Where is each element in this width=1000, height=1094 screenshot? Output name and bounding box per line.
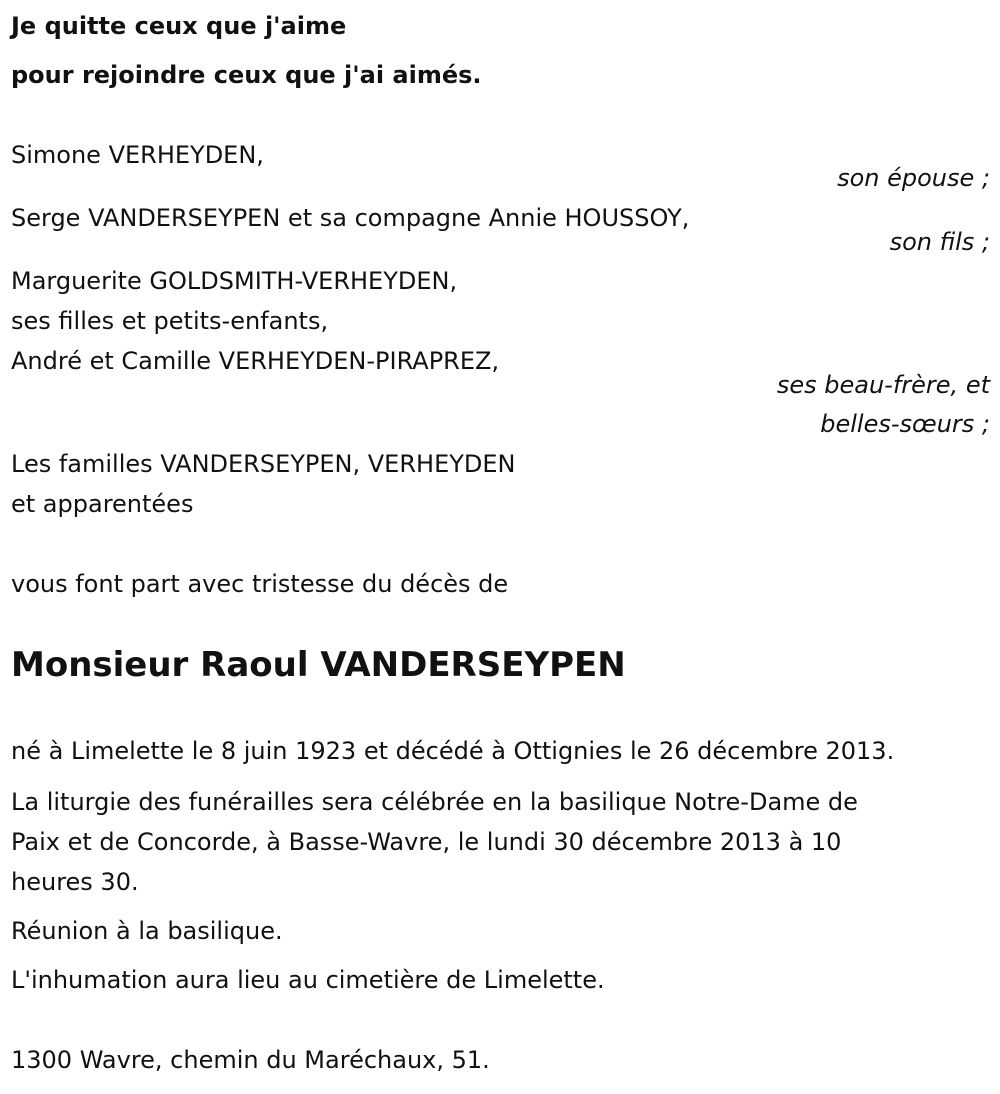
sibling-relation-line-1: ses beau-frère, et <box>776 371 990 399</box>
families-line-2: et apparentées <box>11 490 194 518</box>
sibling-line-1: Marguerite GOLDSMITH-VERHEYDEN, <box>11 267 458 295</box>
liturgy-line-2: Paix et de Concorde, à Basse-Wavre, le lundi 30 décembre 2013 à 10 <box>11 828 842 856</box>
burial-text: L'inhumation aura lieu au cimetière de Limelette. <box>11 966 605 994</box>
announcement-text: vous font part avec tristesse du décès de <box>11 570 509 598</box>
liturgy-line-3: heures 30. <box>11 868 139 896</box>
sibling-line-3: André et Camille VERHEYDEN-PIRAPREZ, <box>11 347 500 375</box>
birth-death-text: né à Limelette le 8 juin 1923 et décédé à Ottignies le 26 décembre 2013. <box>11 737 895 765</box>
spouse-name: Simone VERHEYDEN, <box>11 141 264 169</box>
families-line-1: Les familles VANDERSEYPEN, VERHEYDEN <box>11 450 516 478</box>
son-name: Serge VANDERSEYPEN et sa compagne Annie HOUSSOY, <box>11 204 690 232</box>
meeting-text: Réunion à la basilique. <box>11 917 283 945</box>
address-text: 1300 Wavre, chemin du Maréchaux, 51. <box>11 1046 490 1074</box>
spouse-relation: son épouse ; <box>837 164 990 192</box>
deceased-name: Monsieur Raoul VANDERSEYPEN <box>11 645 626 685</box>
sibling-relation-line-2: belles-sœurs ; <box>820 410 990 438</box>
epigraph-line-2: pour rejoindre ceux que j'ai aimés. <box>11 61 482 89</box>
epigraph-line-1: Je quitte ceux que j'aime <box>11 12 347 40</box>
liturgy-line-1: La liturgie des funérailles sera célébrée en la basilique Notre-Dame de <box>11 788 858 816</box>
sibling-line-2: ses filles et petits-enfants, <box>11 307 329 335</box>
son-relation: son fils ; <box>889 228 990 256</box>
